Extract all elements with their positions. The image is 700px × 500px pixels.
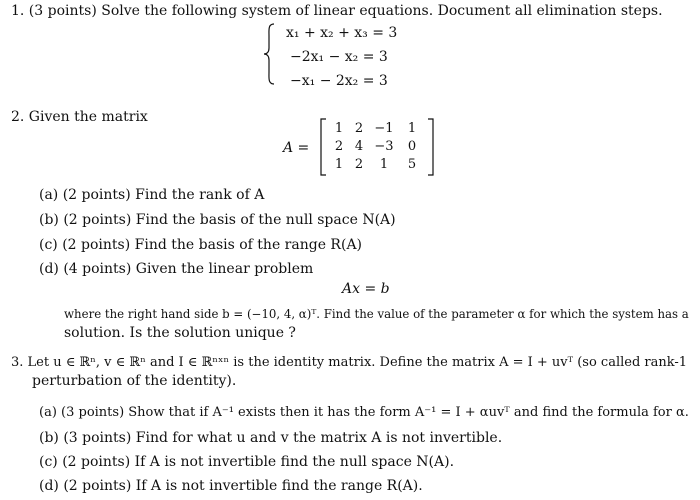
q3-part-b: (b) (3 points) Find for what u and v the matrix A is not invertible. <box>39 430 503 446</box>
matrix-cell: −3 <box>374 139 394 154</box>
left-bracket-icon <box>319 118 327 176</box>
q1-equation-2: −2x₁ − x₂ = 3 <box>290 49 388 65</box>
matrix-cell: 0 <box>407 139 417 154</box>
q2-part-c: (c) (2 points) Find the basis of the range R(A) <box>39 237 363 253</box>
q2-header: 2. Given the matrix <box>11 109 148 125</box>
left-brace-icon <box>262 22 276 86</box>
matrix-cell: 2 <box>354 121 364 136</box>
q3-part-a: (a) (3 points) Show that if A⁻¹ exists then it has the form A⁻¹ = I + αuvᵀ and find the formula for α. <box>39 405 689 420</box>
matrix-cell: 5 <box>407 157 417 172</box>
right-bracket-icon <box>427 118 435 176</box>
q2-part-b: (b) (2 points) Find the basis of the null space N(A) <box>39 212 396 228</box>
q1-equation-3: −x₁ − 2x₂ = 3 <box>290 73 388 89</box>
matrix-cell: 2 <box>334 139 344 154</box>
matrix-cell: 1 <box>334 121 344 136</box>
matrix-cell: 2 <box>354 157 364 172</box>
q2-text-line-2: solution. Is the solution unique ? <box>64 325 296 341</box>
matrix-cell: 4 <box>354 139 364 154</box>
q2-part-a: (a) (2 points) Find the rank of A <box>39 187 265 203</box>
matrix-cell: −1 <box>374 121 394 136</box>
q1-header: 1. (3 points) Solve the following system of linear equations. Document all elimination steps. <box>11 3 663 19</box>
q3-part-c: (c) (2 points) If A is not invertible find the null space N(A). <box>39 454 455 470</box>
q1-equation-1: x₁ + x₂ + x₃ = 3 <box>286 25 398 41</box>
q1-equation-system <box>262 22 412 92</box>
matrix-cell: 1 <box>334 157 344 172</box>
q3-header-line-1: 3. Let u ∈ ℝⁿ, v ∈ ℝⁿ and I ∈ ℝⁿˣⁿ is the identity matrix. Define the matrix A = I + uvᵀ (so called rank-1 <box>11 355 688 370</box>
matrix-A <box>319 118 489 180</box>
q2-linear-problem: Ax = b <box>342 281 390 297</box>
q2-part-d: (d) (4 points) Given the linear problem <box>39 261 314 277</box>
q2-text-line-1: where the right hand side b = (−10, 4, α)ᵀ. Find the value of the parameter α for which the system has a <box>64 307 689 321</box>
matrix-cell: 1 <box>379 157 389 172</box>
matrix-cell: 1 <box>407 121 417 136</box>
matrix-label: A = <box>283 140 310 156</box>
q3-header-line-2: perturbation of the identity). <box>32 373 237 389</box>
q3-part-d: (d) (2 points) If A is not invertible find the range R(A). <box>39 478 423 494</box>
